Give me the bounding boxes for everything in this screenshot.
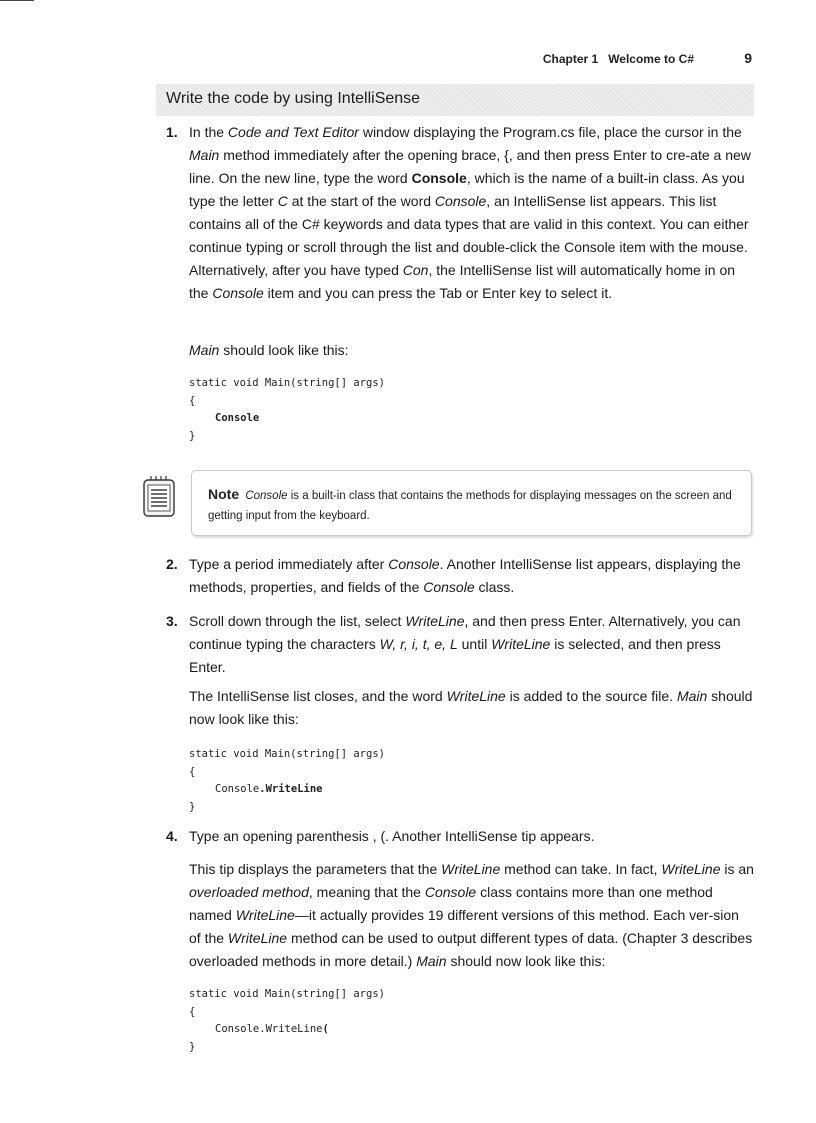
step-3-result: The IntelliSense list closes, and the word WriteLine is added to the source file. Main should now look like this: (189, 688, 753, 727)
code-line: } (189, 429, 196, 442)
note-label: Note (208, 486, 240, 502)
step-1-text: In the Code and Text Editor window displaying the Program.cs file, place the cursor in the Main method immediately after the opening brace, {, and then press Enter to cre-ate a new line. On the new line, type the word Console, which is the name of a built-in class. As you type the letter C at the start of the word Console, an IntelliSense list appears. This list contains all of the C# keywords and data types that are valid in this context. You can either continue typing or scroll through the list and double-click the Console item with the mouse. Alternatively, after you have typed Con, the IntelliSense list will automatically home in on the Console item and you can press the Tab or Enter key to select it. (189, 124, 751, 301)
step-4-detail: This tip displays the parameters that the WriteLine method can take. In fact, WriteLine is an overloaded method, meaning that the Console class contains more than one method named WriteLine—it actually provides 19 different versions of this method. Each ver-sion of the WriteLine method can be used to output different types of data. (Chapter 3 describes overloaded methods in more detail.) Main should now look like this: (189, 861, 754, 969)
step-1-number: 1. (166, 124, 178, 140)
code-line: Console.WriteLine( (215, 1023, 329, 1035)
code-block-3 (189, 986, 385, 1056)
code-line: { (189, 765, 196, 778)
step-2-number: 2. (166, 556, 178, 572)
running-header (430, 50, 752, 70)
code-block-1 (189, 375, 385, 445)
corner-rule (0, 0, 34, 1)
note-text: Note Console is a built-in class that contains the methods for displaying messages on the screen and getting input from the keyboard. (208, 486, 732, 522)
code-line: { (189, 1005, 196, 1018)
step-4-number: 4. (166, 828, 178, 844)
chapter-number: Chapter 1 (542, 52, 599, 66)
section-heading-banner (156, 84, 754, 116)
code-line: { (189, 394, 196, 407)
main-intro-1: Main should look like this: (189, 342, 349, 358)
code-line: static void Main(string[] args) (189, 748, 385, 760)
code-line: Console.WriteLine (215, 783, 323, 795)
step-4-text: Type an opening parenthesis , (. Another IntelliSense tip appears. (189, 828, 595, 844)
step-3-text: Scroll down through the list, select WriteLine, and then press Enter. Alternatively, you can continue typing the characters W, r, i, t, e, L until WriteLine is selected, and then press Enter. (189, 613, 741, 675)
code-line: static void Main(string[] args) (189, 988, 385, 1000)
step-2-text: Type a period immediately after Console. Another IntelliSense list appears, displaying the methods, properties, and fields of the Console class. (189, 556, 741, 595)
code-line: } (189, 800, 196, 813)
note-icon (142, 472, 176, 518)
page-number: 9 (744, 50, 752, 66)
code-block-2 (189, 746, 385, 816)
chapter-title: Welcome to C# (608, 52, 694, 66)
chapter-label (543, 52, 694, 66)
code-line: Console (215, 412, 260, 424)
section-heading: Write the code by using IntelliSense (166, 90, 421, 107)
step-3-number: 3. (166, 613, 178, 629)
code-line: static void Main(string[] args) (189, 377, 385, 389)
note-box (191, 470, 752, 536)
code-line: } (189, 1040, 196, 1053)
